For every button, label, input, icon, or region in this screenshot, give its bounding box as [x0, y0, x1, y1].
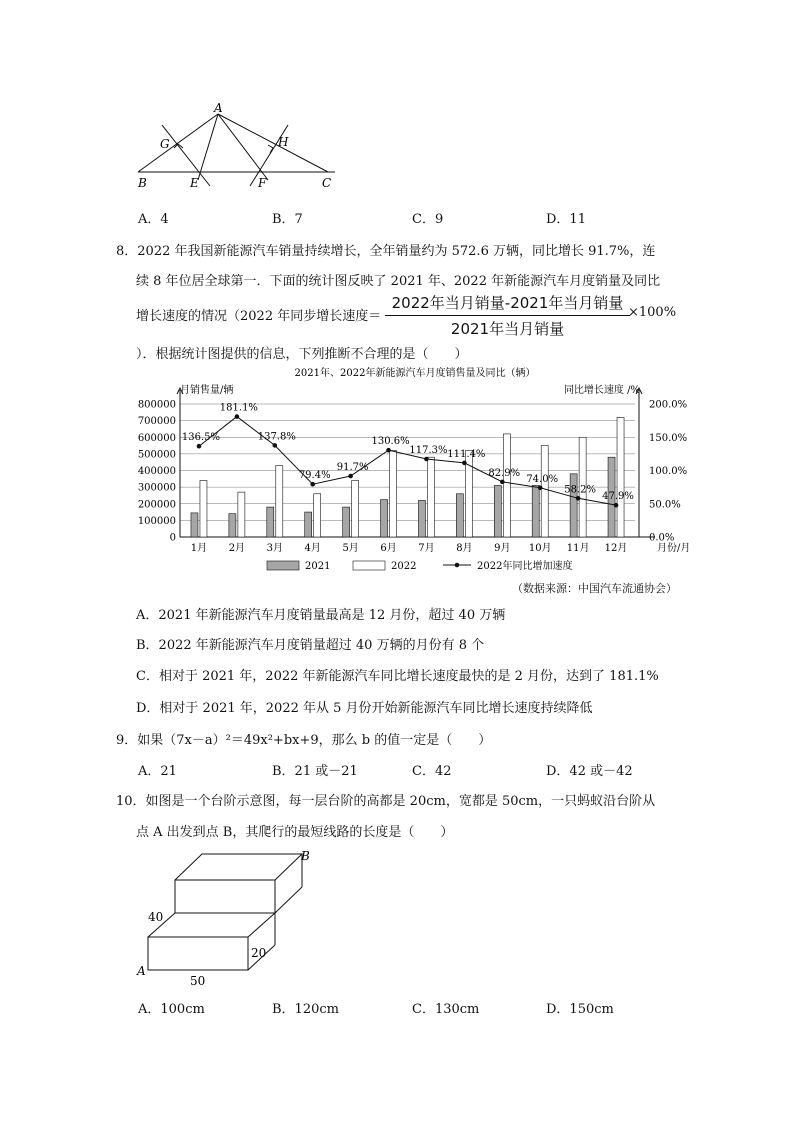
growth-point [576, 496, 581, 501]
q9-option-a: A．21 [138, 764, 177, 779]
q10-option-c: C．130cm [412, 1002, 480, 1017]
growth-data-label: 91.7% [336, 462, 369, 474]
y-tick-label: 100000 [137, 515, 176, 527]
label-B: B [301, 849, 310, 863]
y2-tick-label: 100.0% [649, 466, 688, 477]
growth-data-label: 137.8% [257, 431, 296, 443]
bar-2021 [456, 494, 463, 537]
bar-2021 [418, 500, 425, 537]
q9-option-d: D．42 或－42 [546, 764, 633, 779]
q9-option-c: C．42 [412, 764, 452, 779]
label-H: H [278, 135, 289, 149]
fraction-numerator: 2022年当月销量-2021年当月销量 [391, 294, 624, 312]
bar-2022 [352, 480, 359, 537]
growth-point [197, 444, 202, 449]
bar-2022 [200, 480, 207, 537]
growth-point [272, 443, 277, 448]
growth-data-label: 136.5% [181, 432, 221, 444]
q8-line-4: ）．根据统计图提供的信息，下列推断不合理的是（ ） [136, 347, 468, 362]
growth-data-label: 82.9% [488, 467, 521, 479]
y2-tick-label: 200.0% [649, 399, 688, 411]
growth-point [235, 414, 240, 419]
bar-2022 [276, 466, 283, 537]
bar-2021 [191, 513, 198, 537]
y-tick-label: 600000 [137, 432, 176, 444]
label-height-20: 20 [251, 946, 267, 960]
bar-2022 [541, 446, 548, 537]
x-axis-title: 月份/月 [657, 543, 691, 554]
y2-tick-label: 0.0% [649, 532, 675, 544]
growth-point [538, 485, 543, 490]
q10-line-1: 10．如图是一个台阶示意图，每一层台阶的高都是 20cm，宽都是 50cm，一只蚂蚁沿台阶从 [116, 794, 656, 809]
x-tick-label: 6月 [380, 543, 397, 554]
label-E: E [190, 176, 199, 190]
triangle-figure [130, 100, 350, 195]
legend-label-2022: 2022 [391, 561, 417, 572]
x-tick-label: 8月 [456, 543, 473, 554]
growth-point [462, 461, 467, 466]
growth-point [310, 482, 315, 487]
q8-line-3-suffix: ×100% [628, 305, 677, 320]
q7-option-b: B．7 [272, 212, 303, 227]
growth-point [614, 503, 619, 508]
growth-data-label: 130.6% [371, 436, 410, 448]
q8-fraction [385, 292, 630, 339]
q10-option-b: B．120cm [272, 1002, 339, 1017]
x-tick-label: 11月 [566, 543, 590, 554]
bar-2022 [390, 451, 397, 537]
y-tick-label: 700000 [137, 416, 176, 428]
y-tick-label: 200000 [137, 499, 176, 511]
growth-data-label: 58.2% [564, 484, 597, 496]
q7-option-d: D．11 [546, 212, 586, 227]
legend-swatch-2022 [353, 561, 385, 570]
x-tick-label: 10月 [528, 543, 552, 554]
bar-2021 [570, 474, 577, 537]
label-width-50: 50 [190, 974, 206, 988]
staircase-figure [135, 845, 325, 990]
bar-2021 [305, 512, 312, 537]
y-tick-label: 500000 [137, 449, 176, 461]
bar-2022 [617, 417, 624, 537]
bar-2021 [381, 500, 388, 537]
legend-line-marker [455, 563, 460, 568]
x-tick-label: 7月 [418, 543, 435, 554]
growth-data-label: 79.4% [298, 470, 331, 482]
growth-point [348, 474, 353, 479]
label-B: B [138, 176, 147, 190]
q8-option-d: D．相对于 2021 年，2022 年从 5 月份开始新能源汽车同比增长速度持续降低 [136, 701, 593, 716]
growth-data-label: 47.9% [602, 491, 634, 503]
q8-option-a: A．2021 年新能源汽车月度销量最高是 12 月份，超过 40 万辆 [136, 608, 506, 623]
label-A: A [214, 101, 223, 115]
bar-2022 [314, 494, 321, 537]
q8-line-1: 8．2022 年我国新能源汽车销量持续增长，全年销量约为 572.6 万辆，同比增长 91.7%，连 [116, 244, 656, 259]
y-axis-title: 月销售量/辆 [180, 385, 234, 396]
q9-option-b: B．21 或－21 [272, 764, 358, 779]
y2-tick-label: 50.0% [649, 499, 681, 511]
growth-point [424, 457, 429, 462]
y-tick-label: 0 [169, 532, 176, 544]
bar-2021 [343, 507, 350, 537]
y-tick-label: 300000 [137, 482, 176, 494]
q10-option-d: D．150cm [546, 1002, 614, 1017]
bar-2022 [503, 434, 510, 537]
bar-2021 [494, 485, 501, 537]
bar-2021 [532, 485, 539, 537]
growth-data-label: 111.4% [447, 448, 486, 460]
label-height-40: 40 [148, 910, 164, 924]
label-G: G [160, 137, 170, 151]
sales-chart [125, 362, 705, 602]
x-tick-label: 5月 [342, 543, 359, 554]
q7-option-a: A．4 [138, 212, 169, 227]
legend-label-2021: 2021 [305, 561, 331, 572]
q8-line-3-prefix: 增长速度的情况（2022 年同步增长速度＝ [136, 309, 382, 324]
label-F: F [258, 176, 267, 190]
q8-option-b: B．2022 年新能源汽车月度销量超过 40 万辆的月份有 8 个 [136, 638, 485, 653]
y2-tick-label: 150.0% [649, 432, 688, 444]
fraction-bar [385, 315, 630, 316]
x-tick-label: 2月 [228, 543, 246, 554]
q8-option-c: C．相对于 2021 年，2022 年新能源汽车同比增长速度最快的是 2 月份，达到了 181.1% [136, 669, 659, 684]
chart-source: （数据来源：中国汽车流通协会） [512, 582, 677, 595]
x-tick-label: 1月 [190, 543, 208, 554]
q10-option-a: A．100cm [138, 1002, 205, 1017]
growth-data-label: 74.0% [526, 473, 559, 485]
y-tick-label: 400000 [137, 466, 176, 477]
bar-2022 [427, 457, 434, 537]
x-tick-label: 12月 [604, 543, 628, 554]
bar-2021 [267, 507, 274, 537]
label-C: C [322, 176, 332, 190]
growth-data-label: 181.1% [219, 402, 258, 414]
fraction-denominator: 2021年当月销量 [450, 320, 565, 338]
y-tick-label: 800000 [137, 399, 176, 411]
growth-point [500, 480, 505, 485]
y2-axis-title: 同比增长速度 /% [563, 385, 640, 396]
legend-label-growth: 2022年同比增加速度 [477, 561, 573, 572]
growth-data-label: 117.3% [409, 444, 448, 456]
chart-title: 2021年、2022年新能源汽车月度销售量及同比（辆） [294, 368, 536, 379]
x-tick-label: 4月 [304, 543, 321, 554]
growth-line [199, 417, 616, 506]
q10-line-2: 点 A 出发到点 B，其爬行的最短线路的长度是（ ） [136, 825, 454, 840]
bar-2022 [238, 492, 245, 537]
growth-point [386, 448, 391, 453]
bar-2021 [229, 514, 236, 537]
q8-line-2: 续 8 年位居全球第一．下面的统计图反映了 2021 年、2022 年新能源汽车月度销量及同比 [136, 274, 661, 289]
q9-stem: 9．如果（7x－a）²＝49x²+bx+9，那么 b 的值一定是（ ） [116, 733, 492, 748]
label-A: A [137, 964, 146, 978]
x-tick-label: 3月 [266, 543, 283, 554]
q7-option-c: C．9 [412, 212, 444, 227]
legend-swatch-2021 [267, 561, 299, 570]
x-tick-label: 9月 [494, 543, 511, 554]
